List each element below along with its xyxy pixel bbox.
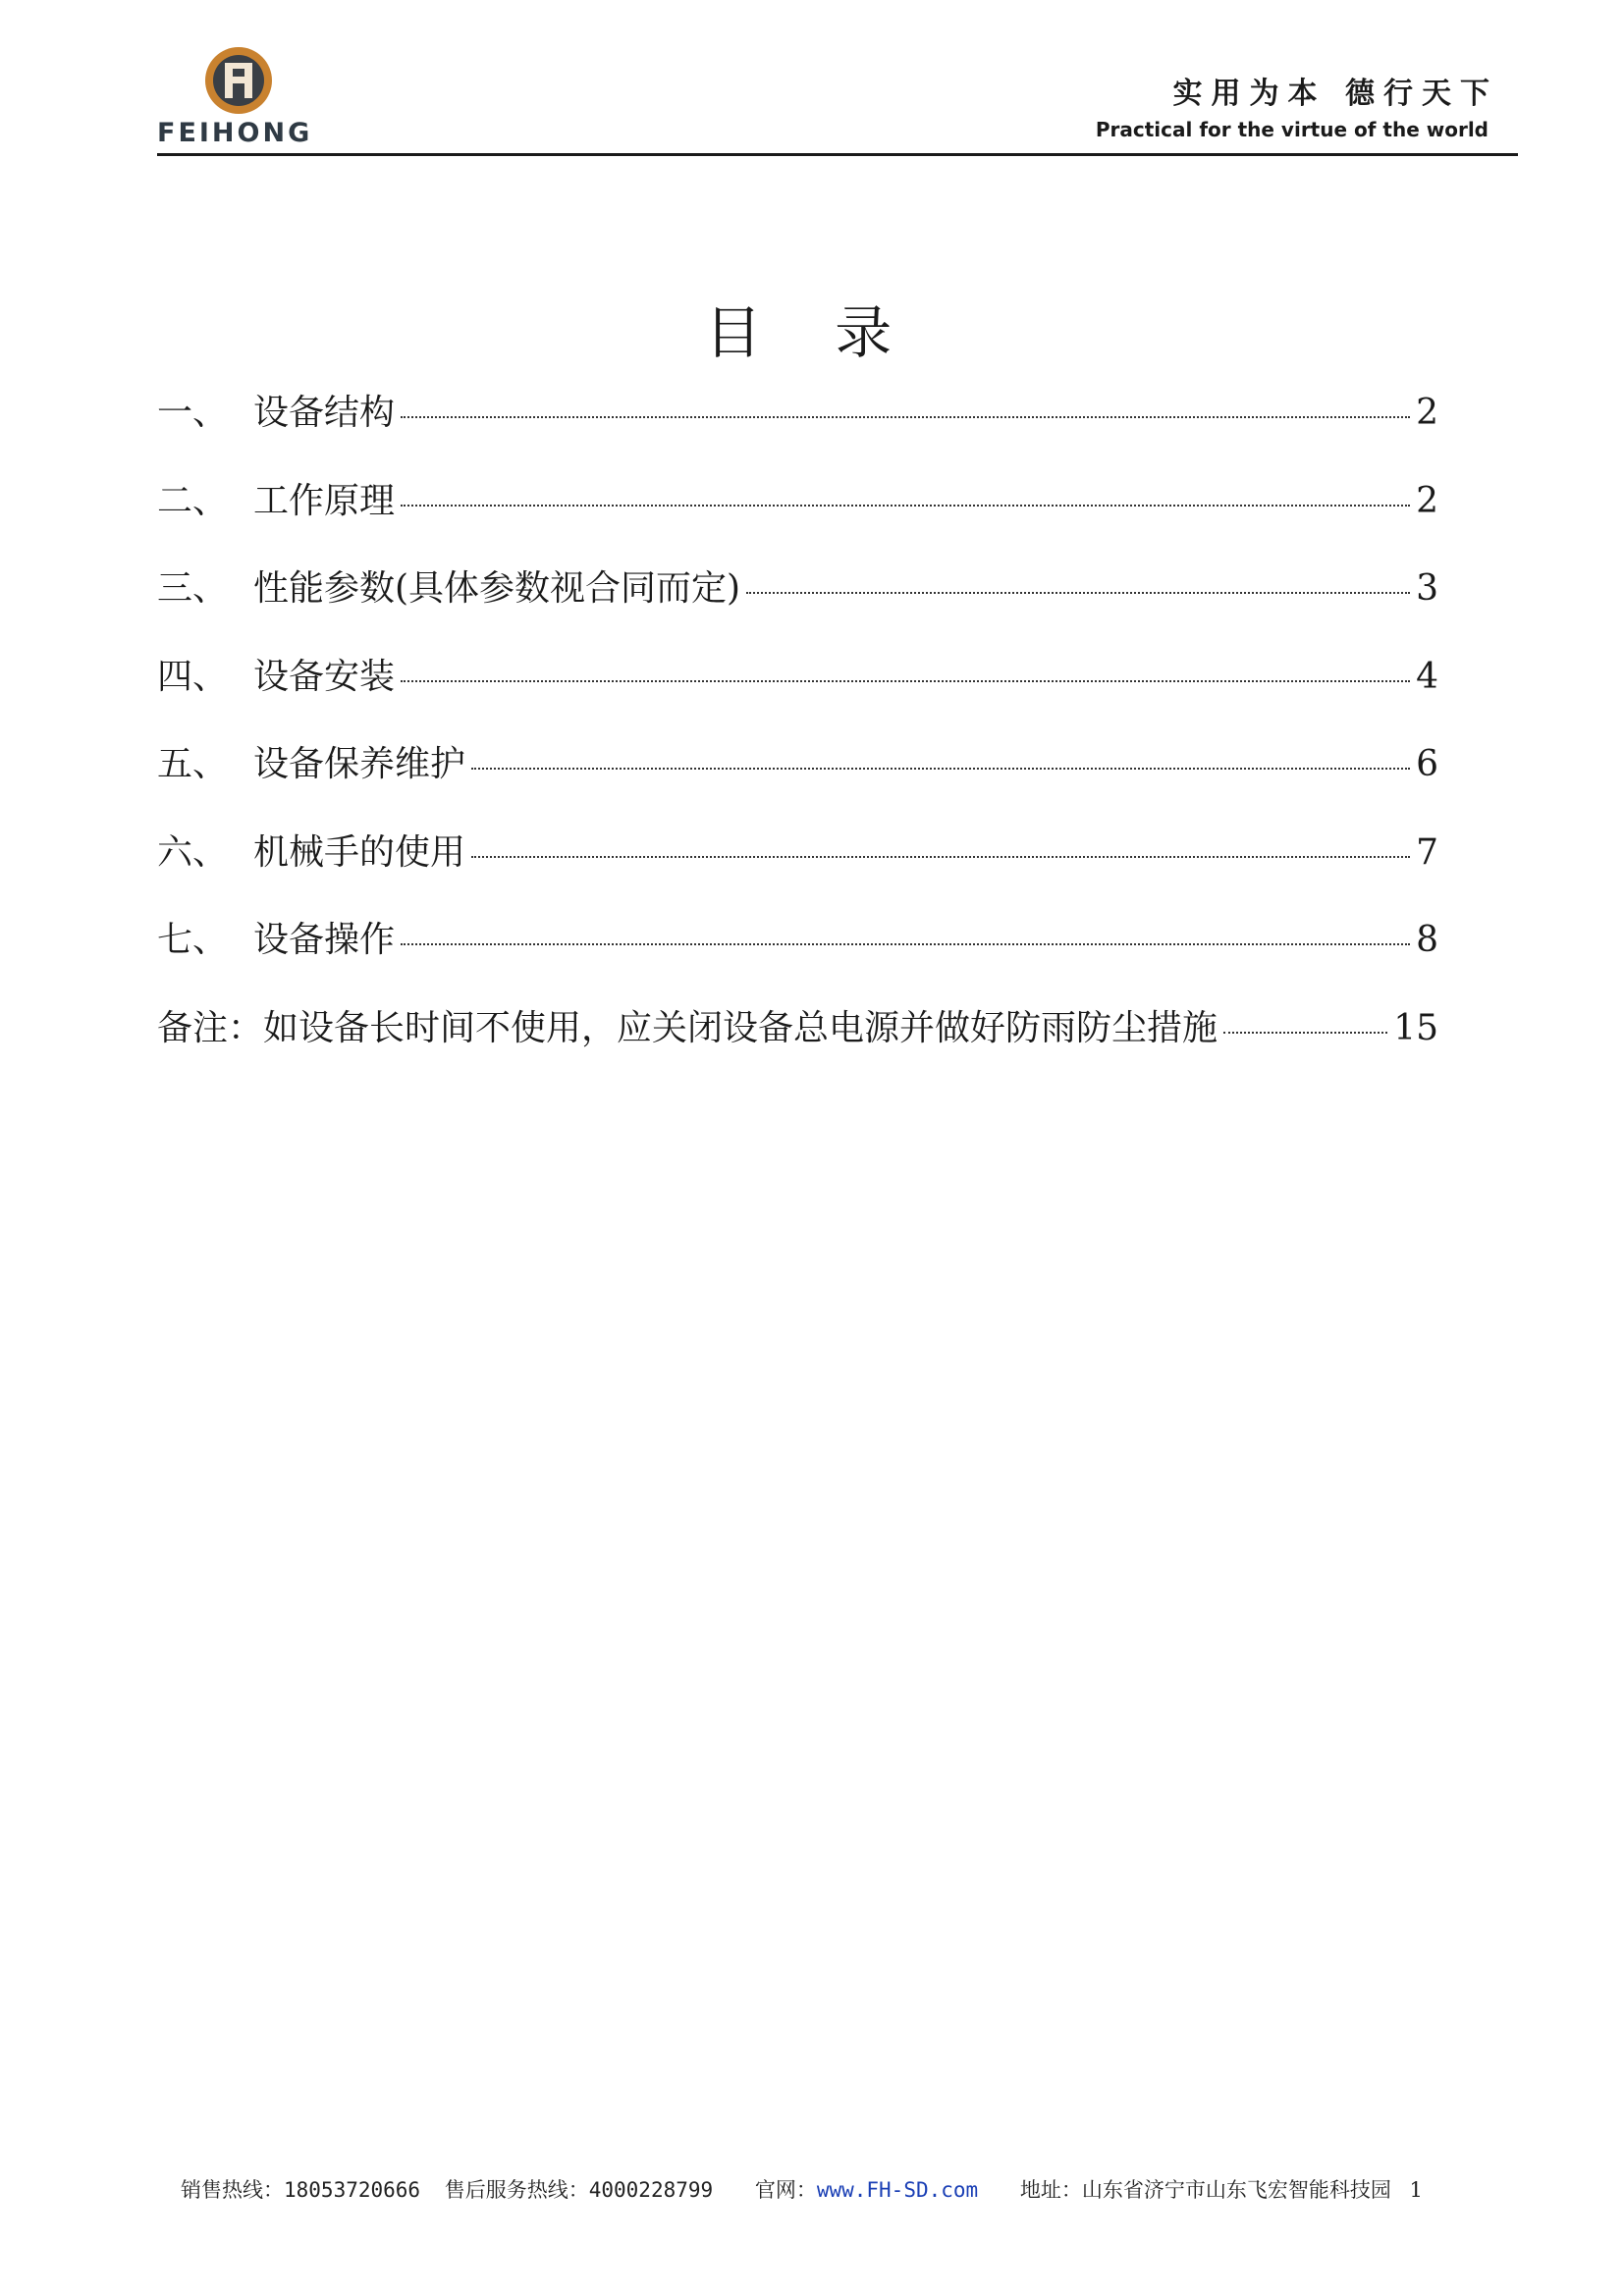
table-of-contents [157,385,1438,1088]
sales-hotline: 销售热线：18053720666 [181,2178,421,2202]
toc-text: 设备结构 [253,393,396,433]
toc-leader-dots [746,592,1410,594]
service-hotline: 售后服务热线：4000228799 [444,2178,714,2202]
website-link[interactable]: www.FH-SD.com [816,2178,979,2202]
slogan-english: Practical for the virtue of the world [1095,118,1489,141]
toc-text: 设备保养维护 [253,744,466,784]
toc-number: 三、 [157,568,229,609]
toc-item-7[interactable] [157,912,1438,1000]
toc-page-number: 7 [1416,831,1438,873]
toc-item-3[interactable] [157,561,1438,649]
slogan-chinese: 实用为本 德行天下 [1172,77,1498,111]
toc-number: 一、 [157,393,229,433]
toc-text: 设备操作 [253,920,396,960]
toc-page-number: 8 [1416,920,1438,960]
toc-leader-dots [401,416,1410,418]
address: 地址：山东省济宁市山东飞宏智能科技园 [1019,2178,1391,2202]
toc-leader-dots [471,768,1410,770]
toc-page-number: 3 [1416,568,1438,609]
company-logo [157,39,324,149]
toc-title: 目 录 [704,299,920,366]
toc-item-5[interactable] [157,736,1438,825]
toc-page-number: 15 [1393,1007,1438,1048]
toc-number: 七、 [157,920,229,960]
toc-text: 工作原理 [253,480,396,521]
logo-text: FEIHONG [157,118,313,148]
feihong-logo-icon [203,45,274,116]
toc-page-number: 4 [1416,656,1438,697]
toc-item-2[interactable] [157,473,1438,561]
toc-number: 二、 [157,480,229,521]
toc-item-note[interactable] [157,1000,1438,1089]
toc-text: 设备安装 [253,656,396,697]
toc-number: 四、 [157,656,229,697]
toc-text: 性能参数(具体参数视合同而定) [253,568,741,609]
toc-number: 五、 [157,744,229,784]
toc-leader-dots [401,680,1410,682]
toc-note-text: 备注：如设备长时间不使用，应关闭设备总电源并做好防雨防尘措施 [157,1007,1218,1048]
toc-page-number: 6 [1416,744,1438,784]
toc-item-6[interactable] [157,825,1438,913]
toc-leader-dots [401,943,1410,945]
page-header [157,39,1518,156]
toc-leader-dots [1223,1032,1387,1034]
toc-page-number: 2 [1416,393,1438,433]
toc-item-4[interactable] [157,649,1438,737]
page-footer [181,2174,1526,2204]
toc-leader-dots [471,856,1410,858]
footer-page-number: 1 [1409,2178,1423,2202]
toc-page-number: 2 [1416,480,1438,521]
toc-item-1[interactable] [157,385,1438,473]
website-label: 官网： [754,2178,817,2202]
toc-leader-dots [401,505,1410,507]
toc-number: 六、 [157,831,229,873]
toc-text: 机械手的使用 [253,831,466,873]
